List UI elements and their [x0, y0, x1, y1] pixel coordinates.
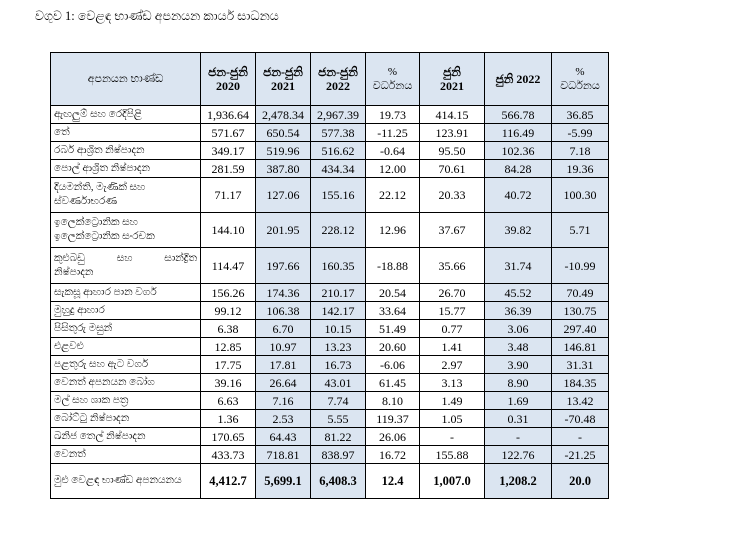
value-cell: 155.16: [311, 178, 366, 213]
value-cell: 33.64: [366, 302, 420, 320]
export-performance-table: [50, 52, 609, 499]
value-cell: -: [552, 428, 609, 446]
value-cell: 1.41: [420, 338, 485, 356]
table-row: [51, 248, 609, 284]
value-cell: 577.38: [311, 124, 366, 142]
value-cell: 20.60: [366, 338, 420, 356]
value-cell: 95.50: [420, 142, 485, 160]
value-cell: 7.16: [256, 392, 311, 410]
value-cell: 228.12: [311, 213, 366, 248]
total-row: [51, 464, 609, 499]
value-cell: 20.33: [420, 178, 485, 213]
value-cell: 5.55: [311, 410, 366, 428]
table-row: [51, 178, 609, 213]
value-cell: 155.88: [420, 446, 485, 464]
table-row: [51, 374, 609, 392]
table-row: [51, 320, 609, 338]
value-cell: 12.00: [366, 160, 420, 178]
row-label: එළවළු: [51, 338, 201, 356]
value-cell: 100.30: [552, 178, 609, 213]
value-cell: 5,699.1: [256, 464, 311, 499]
header-june-2022: ජුනි 2022: [485, 53, 552, 106]
value-cell: 718.81: [256, 446, 311, 464]
row-label: පළතුරු සහ ඇට වර්ග: [51, 356, 201, 374]
value-cell: 1,208.2: [485, 464, 552, 499]
value-cell: -18.88: [366, 248, 420, 284]
table-row: [51, 284, 609, 302]
value-cell: 2.97: [420, 356, 485, 374]
value-cell: -21.25: [552, 446, 609, 464]
value-cell: 387.80: [256, 160, 311, 178]
value-cell: 61.45: [366, 374, 420, 392]
value-cell: 36.85: [552, 106, 609, 124]
value-cell: 40.72: [485, 178, 552, 213]
value-cell: 6.38: [201, 320, 256, 338]
value-cell: 1,007.0: [420, 464, 485, 499]
value-cell: 123.91: [420, 124, 485, 142]
value-cell: 116.49: [485, 124, 552, 142]
value-cell: 516.62: [311, 142, 366, 160]
value-cell: 19.36: [552, 160, 609, 178]
value-cell: -0.64: [366, 142, 420, 160]
value-cell: -10.99: [552, 248, 609, 284]
value-cell: 144.10: [201, 213, 256, 248]
value-cell: 197.66: [256, 248, 311, 284]
value-cell: 20.54: [366, 284, 420, 302]
value-cell: 184.35: [552, 374, 609, 392]
value-cell: 15.77: [420, 302, 485, 320]
row-label: ඉලෙක්ට්‍රොනික සහ ඉලෙක්ට්‍රොනික සංරචක: [51, 213, 201, 248]
header-growth-1: % වර්ධනය: [366, 53, 420, 106]
value-cell: 31.31: [552, 356, 609, 374]
value-cell: 1.05: [420, 410, 485, 428]
row-label: මුළු වෙළඳ භාණ්ඩ අපනයනය: [51, 464, 201, 499]
value-cell: 8.10: [366, 392, 420, 410]
header-jan-jun-2020: ජන-ජුනි 2020: [201, 53, 256, 106]
value-cell: 114.47: [201, 248, 256, 284]
value-cell: 16.72: [366, 446, 420, 464]
table-row: [51, 142, 609, 160]
value-cell: 84.28: [485, 160, 552, 178]
table-row: [51, 446, 609, 464]
value-cell: -: [420, 428, 485, 446]
row-label: වෙනත් අපනයන බෝග: [51, 374, 201, 392]
table-row: [51, 106, 609, 124]
value-cell: 12.4: [366, 464, 420, 499]
value-cell: 39.16: [201, 374, 256, 392]
value-cell: 297.40: [552, 320, 609, 338]
value-cell: 130.75: [552, 302, 609, 320]
value-cell: 434.34: [311, 160, 366, 178]
row-label: පොල් ආශ්‍රිත නිෂ්පාදන: [51, 160, 201, 178]
value-cell: 414.15: [420, 106, 485, 124]
value-cell: 566.78: [485, 106, 552, 124]
value-cell: 838.97: [311, 446, 366, 464]
value-cell: 210.17: [311, 284, 366, 302]
value-cell: 6.70: [256, 320, 311, 338]
table-row: [51, 302, 609, 320]
value-cell: 2,478.34: [256, 106, 311, 124]
value-cell: 70.49: [552, 284, 609, 302]
value-cell: 39.82: [485, 213, 552, 248]
row-label: කුළුබඩු සහ සාන්ද්‍රිත නිෂ්පාදන: [51, 248, 201, 284]
table-row: [51, 338, 609, 356]
row-label: දියමන්ති, මැණික් සහ ස්වර්ණාභරණ: [51, 178, 201, 213]
table-row: [51, 410, 609, 428]
table-row: [51, 213, 609, 248]
row-label: වෙනත්: [51, 446, 201, 464]
value-cell: 2,967.39: [311, 106, 366, 124]
row-label: මල් සහ ශාක පත්‍ර: [51, 392, 201, 410]
value-cell: 12.96: [366, 213, 420, 248]
value-cell: 3.13: [420, 374, 485, 392]
header-jan-jun-2022: ජන-ජුනි 2022: [311, 53, 366, 106]
value-cell: 64.43: [256, 428, 311, 446]
value-cell: 13.42: [552, 392, 609, 410]
value-cell: 3.06: [485, 320, 552, 338]
value-cell: 281.59: [201, 160, 256, 178]
value-cell: 26.64: [256, 374, 311, 392]
value-cell: 10.97: [256, 338, 311, 356]
value-cell: 7.18: [552, 142, 609, 160]
value-cell: -5.99: [552, 124, 609, 142]
table-row: [51, 124, 609, 142]
value-cell: 51.49: [366, 320, 420, 338]
value-cell: 13.23: [311, 338, 366, 356]
value-cell: 119.37: [366, 410, 420, 428]
value-cell: 17.75: [201, 356, 256, 374]
value-cell: 4,412.7: [201, 464, 256, 499]
value-cell: 650.54: [256, 124, 311, 142]
value-cell: 170.65: [201, 428, 256, 446]
value-cell: 26.70: [420, 284, 485, 302]
header-export-item: අපනයන භාණ්ඩ: [51, 53, 201, 106]
row-label: මුහුදු ආහාර: [51, 302, 201, 320]
value-cell: 7.74: [311, 392, 366, 410]
value-cell: 35.66: [420, 248, 485, 284]
value-cell: 1.69: [485, 392, 552, 410]
table-row: [51, 428, 609, 446]
value-cell: 6,408.3: [311, 464, 366, 499]
value-cell: 571.67: [201, 124, 256, 142]
value-cell: 45.52: [485, 284, 552, 302]
value-cell: 519.96: [256, 142, 311, 160]
value-cell: -11.25: [366, 124, 420, 142]
row-label: ඛනිජ තෙල් නිෂ්පාදන: [51, 428, 201, 446]
value-cell: 122.76: [485, 446, 552, 464]
value-cell: 81.22: [311, 428, 366, 446]
value-cell: 20.0: [552, 464, 609, 499]
value-cell: 433.73: [201, 446, 256, 464]
table-title: වගුව 1: වෙළඳ භාණ්ඩ අපනයන කාර්ය සාධනය: [35, 9, 279, 23]
value-cell: 156.26: [201, 284, 256, 302]
value-cell: 16.73: [311, 356, 366, 374]
value-cell: 8.90: [485, 374, 552, 392]
value-cell: 0.31: [485, 410, 552, 428]
value-cell: 19.73: [366, 106, 420, 124]
value-cell: 6.63: [201, 392, 256, 410]
value-cell: 70.61: [420, 160, 485, 178]
value-cell: 1.36: [201, 410, 256, 428]
value-cell: 3.90: [485, 356, 552, 374]
row-label: සැකසූ ආහාර පාන වර්ග: [51, 284, 201, 302]
value-cell: 31.74: [485, 248, 552, 284]
value-cell: 17.81: [256, 356, 311, 374]
value-cell: 71.17: [201, 178, 256, 213]
row-label: රබර් ආශ්‍රිත නිෂ්පාදන: [51, 142, 201, 160]
value-cell: 2.53: [256, 410, 311, 428]
header-june-2021: ජුනි 2021: [420, 53, 485, 106]
row-label: බෝට්ටු නිෂ්පාදන: [51, 410, 201, 428]
value-cell: 22.12: [366, 178, 420, 213]
value-cell: 26.06: [366, 428, 420, 446]
value-cell: 37.67: [420, 213, 485, 248]
row-label: ඇඟලුම් සහ රෙදිපිළි: [51, 106, 201, 124]
value-cell: 142.17: [311, 302, 366, 320]
header-jan-jun-2021: ජන-ජුනි 2021: [256, 53, 311, 106]
value-cell: 174.36: [256, 284, 311, 302]
row-label: තේ: [51, 124, 201, 142]
header-row: [51, 53, 609, 106]
value-cell: 106.38: [256, 302, 311, 320]
value-cell: 146.81: [552, 338, 609, 356]
value-cell: 36.39: [485, 302, 552, 320]
value-cell: -6.06: [366, 356, 420, 374]
value-cell: 12.85: [201, 338, 256, 356]
value-cell: 102.36: [485, 142, 552, 160]
value-cell: 160.35: [311, 248, 366, 284]
value-cell: 3.48: [485, 338, 552, 356]
value-cell: 1,936.64: [201, 106, 256, 124]
value-cell: 0.77: [420, 320, 485, 338]
table-row: [51, 160, 609, 178]
value-cell: 43.01: [311, 374, 366, 392]
header-growth-2: % වර්ධනය: [552, 53, 609, 106]
value-cell: 1.49: [420, 392, 485, 410]
value-cell: 201.95: [256, 213, 311, 248]
value-cell: 127.06: [256, 178, 311, 213]
value-cell: 5.71: [552, 213, 609, 248]
value-cell: -70.48: [552, 410, 609, 428]
value-cell: 99.12: [201, 302, 256, 320]
value-cell: -: [485, 428, 552, 446]
value-cell: 349.17: [201, 142, 256, 160]
table-row: [51, 356, 609, 374]
table-row: [51, 392, 609, 410]
row-label: පිසිතුරු මසුන්: [51, 320, 201, 338]
value-cell: 10.15: [311, 320, 366, 338]
